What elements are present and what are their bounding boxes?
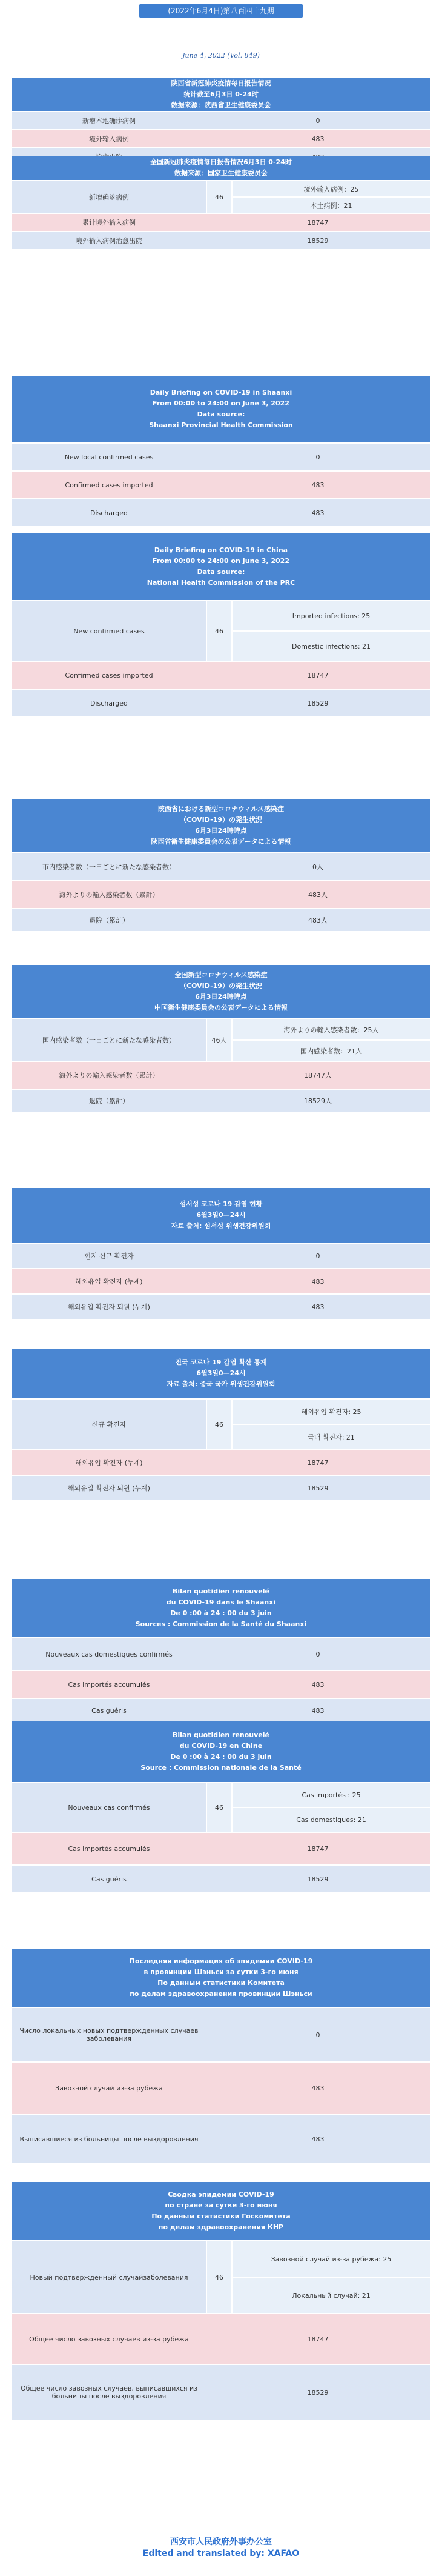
ko-national-new-cases-row <box>12 1398 430 1449</box>
ko-national-row <box>12 1449 430 1475</box>
en-province-row-label: Discharged <box>90 509 128 517</box>
zh-province-table <box>12 78 430 165</box>
ja-national-breakdown-item: 海外よりの輸入感染者数：25人 <box>233 1019 430 1039</box>
ko-province-title-line: 6월3일0—24시 <box>196 1211 246 1219</box>
ja-national-new-cases-row <box>12 1018 430 1061</box>
ja-national-row-label: 退院（累計） <box>89 1097 129 1105</box>
en-national-title-line: Daily Briefing on COVID-19 in China <box>154 546 288 554</box>
ru-province-row <box>12 2007 430 2061</box>
fr-province-row-value: 483 <box>311 1706 325 1715</box>
en-province-table <box>12 376 430 526</box>
ko-province-row <box>12 1293 430 1319</box>
ko-national-row-value: 18529 <box>307 1484 329 1492</box>
zh-national-title-line: 全国新冠肺炎疫情每日报告情况6月3日 0-24时 <box>150 158 292 166</box>
ko-national-row-label: 해외유입 확진자 퇴원 (누계) <box>68 1484 150 1492</box>
en-national-breakdown-item: Domestic infections: 21 <box>233 630 430 661</box>
ru-province-row <box>12 2114 430 2163</box>
ko-national-title-line: 6월3일0—24시 <box>196 1369 246 1377</box>
zh-national-new-cases-breakdown <box>233 181 430 213</box>
en-province-row-value: 483 <box>311 509 325 517</box>
zh-province-row <box>12 111 430 129</box>
zh-province-title-line: 陕西省新冠肺炎疫情每日报告情况 <box>171 79 271 87</box>
fr-province-row-label: Cas guéris <box>91 1706 127 1715</box>
issue-date: June 4, 2022 (Vol. 849) <box>182 52 260 59</box>
fr-national-new-cases-row <box>12 1782 430 1832</box>
fr-national-row-label: Cas importés accumulés <box>68 1844 150 1853</box>
en-province-title-line: Shaanxi Provincial Health Commission <box>149 421 293 429</box>
zh-national-row-label: 境外输入病例治愈出院 <box>76 237 142 245</box>
ja-national-title-line: 6月3日24時時点 <box>195 993 247 1001</box>
fr-national-breakdown-item: Cas importés : 25 <box>233 1783 430 1807</box>
en-national-row-label: Confirmed cases imported <box>65 671 153 679</box>
ja-province-row <box>12 880 430 908</box>
fr-national-row <box>12 1832 430 1864</box>
ko-national-new-cases-value: 46 <box>206 1400 233 1449</box>
ru-province-row-label: Завозной случай из-за рубежа <box>55 2084 163 2092</box>
fr-national-new-cases-breakdown <box>233 1783 430 1832</box>
en-national-table <box>12 533 430 716</box>
en-province-row-label: New local confirmed cases <box>64 453 154 461</box>
en-national-title-line: National Health Commission of the PRC <box>147 579 295 587</box>
ru-province-header <box>12 1949 430 2007</box>
ru-national-row-value: 18529 <box>307 2388 329 2397</box>
ko-province-row-value: 483 <box>311 1277 325 1286</box>
ru-province-row-value: 483 <box>311 2084 325 2092</box>
ru-national-row-value: 18747 <box>307 2335 329 2343</box>
fr-national-row-value: 18529 <box>307 1875 329 1883</box>
ja-province-title-line: 陝西省衛生健康委員会の公表データによる情報 <box>151 838 291 846</box>
fr-province-row-value: 0 <box>315 1650 320 1658</box>
ko-national-header <box>12 1349 430 1398</box>
en-national-title-line: Data source: <box>197 568 245 576</box>
ru-province-row <box>12 2061 430 2114</box>
ja-province-title-line: （COVID-19）の発生状況 <box>180 816 262 824</box>
fr-province-row <box>12 1698 430 1722</box>
ja-national-header <box>12 965 430 1018</box>
ko-province-row-label: 해외유입 확진자 퇴원 (누계) <box>68 1303 150 1311</box>
en-national-row-label: Discharged <box>90 699 128 707</box>
fr-national-row-label: Cas guéris <box>91 1875 127 1883</box>
en-province-row <box>12 470 430 498</box>
zh-national-row <box>12 231 430 249</box>
ko-province-row <box>12 1268 430 1293</box>
ru-national-row-label: Общее число завозных случаев, выписавшихся из больницы после выздоровления <box>20 2384 198 2400</box>
fr-national-table <box>12 1721 430 1892</box>
ru-national-header <box>12 2182 430 2240</box>
fr-province-row <box>12 1637 430 1670</box>
ja-province-row-value: 483人 <box>308 916 328 924</box>
ru-national-row <box>12 2364 430 2420</box>
ja-province-row-value: 0人 <box>312 863 323 871</box>
ru-province-row-label: Число локальных новых подтвержденных случаев заболевания <box>19 2027 199 2043</box>
zh-province-row <box>12 129 430 147</box>
ru-province-table <box>12 1949 430 2163</box>
zh-national-table <box>12 156 430 249</box>
en-national-row-value: 18747 <box>307 671 329 679</box>
zh-province-header <box>12 78 430 111</box>
zh-national-row-value: 18747 <box>307 218 329 227</box>
fr-national-new-cases-value: 46 <box>206 1783 233 1832</box>
fr-province-title-line: du COVID-19 dans le Shaanxi <box>166 1598 276 1606</box>
ko-province-title-line: 섬서성 코로나 19 감염 현황 <box>179 1200 263 1208</box>
ja-national-new-cases-label: 国内感染者数（一日ごとに新たな感染者数） <box>12 1019 206 1061</box>
fr-national-title-line: du COVID-19 en Chine <box>179 1742 263 1750</box>
en-national-new-cases-value: 46 <box>206 601 233 661</box>
ja-national-row-value: 18529人 <box>304 1097 332 1105</box>
ja-national-title-line: （COVID-19）の発生状況 <box>180 982 262 990</box>
en-province-row <box>12 498 430 526</box>
zh-national-header <box>12 156 430 180</box>
ja-province-title-line: 6月3日24時時点 <box>195 827 247 835</box>
footer-credit: Edited and translated by: XAFAO <box>142 2549 300 2558</box>
ko-national-title-line: 자료 출처: 중국 국가 위생건강위원회 <box>167 1380 275 1388</box>
fr-national-title-line: Source : Commission nationale de la Santé <box>140 1764 302 1772</box>
fr-national-breakdown-item: Cas domestiques: 21 <box>233 1807 430 1832</box>
ru-national-title-line: По данным статистики Госкомитета <box>151 2212 291 2220</box>
ja-national-row-value: 18747人 <box>304 1072 332 1079</box>
ja-national-row <box>12 1089 430 1112</box>
en-province-title-line: From 00:00 to 24:00 on June 3, 2022 <box>153 399 289 407</box>
zh-national-new-cases-label: 新增确诊病例 <box>12 181 206 213</box>
ko-province-row-value: 0 <box>315 1252 320 1260</box>
ru-province-title-line: в провинции Шэньси за сутки 3-го июня <box>143 1968 299 1976</box>
en-national-row-value: 18529 <box>307 699 329 707</box>
zh-province-row-label: 境外输入病例 <box>89 135 129 143</box>
ko-national-new-cases-label: 신규 확진자 <box>12 1400 206 1449</box>
zh-national-row-label: 累计境外输入病例 <box>82 219 136 227</box>
zh-national-new-cases-value: 46 <box>206 181 233 213</box>
ru-province-title-line: По данным статистики Комитета <box>157 1979 285 1987</box>
ru-national-breakdown-item: Локальный случай: 21 <box>233 2277 430 2313</box>
fr-province-table <box>12 1579 430 1722</box>
fr-province-title-line: Bilan quotidien renouvelé <box>172 1587 270 1595</box>
zh-province-title-line: 统计截至6月3日 0-24时 <box>183 90 259 98</box>
ko-province-title-line: 자료 출처: 섬서성 위생건강위원회 <box>171 1222 271 1230</box>
en-national-header <box>12 533 430 600</box>
zh-national-row-value: 18529 <box>307 236 329 245</box>
ko-national-row <box>12 1475 430 1500</box>
fr-province-row-label: Nouveaux cas domestiques confirmés <box>45 1650 173 1658</box>
ko-province-table <box>12 1188 430 1319</box>
fr-national-row <box>12 1864 430 1892</box>
ja-province-row-label: 市内感染者数（一日ごとに新たな感染者数） <box>42 863 176 871</box>
ko-province-header <box>12 1188 430 1243</box>
fr-province-header <box>12 1579 430 1637</box>
en-province-title-line: Data source: <box>197 410 245 418</box>
ru-national-title-line: по стране за сутки 3-го июня <box>165 2201 277 2209</box>
zh-national-breakdown-item: 境外输入病例：25 <box>233 181 430 196</box>
ko-national-table <box>12 1349 430 1500</box>
en-province-row-value: 483 <box>311 481 325 489</box>
ja-province-row-label: 退院（累計） <box>89 916 129 924</box>
en-national-row <box>12 689 430 716</box>
ru-province-title-line: Последняя информация об эпидемии COVID-19 <box>129 1957 313 1965</box>
fr-national-header <box>12 1721 430 1782</box>
ru-province-row-label: Выписавшиеся из больницы после выздоровления <box>19 2135 199 2143</box>
ru-province-row-value: 483 <box>311 2135 325 2143</box>
footer-org: 西安市人民政府外事办公室 <box>170 2537 272 2547</box>
ru-national-new-cases-row <box>12 2240 430 2313</box>
ko-province-row <box>12 1243 430 1268</box>
fr-province-title-line: De 0 :00 à 24 : 00 du 3 juin <box>170 1609 272 1617</box>
ko-province-row-label: 현지 신규 확진자 <box>84 1252 134 1260</box>
ko-province-row-label: 해외유입 확진자 (누계) <box>75 1278 143 1286</box>
ru-national-new-cases-breakdown <box>233 2241 430 2313</box>
fr-national-title-line: De 0 :00 à 24 : 00 du 3 juin <box>170 1753 272 1761</box>
ja-national-new-cases-value: 46人 <box>206 1019 233 1061</box>
ja-province-header <box>12 799 430 852</box>
en-national-row <box>12 661 430 689</box>
zh-province-title-line: 数据来源：陕西省卫生健康委员会 <box>171 101 271 109</box>
en-national-breakdown-item: Imported infections: 25 <box>233 601 430 630</box>
ko-national-row-label: 해외유입 확진자 (누계) <box>75 1459 143 1467</box>
ko-national-new-cases-breakdown <box>233 1400 430 1449</box>
ja-province-row-label: 海外よりの輸入感染者数（累計） <box>59 891 159 899</box>
fr-province-row-label: Cas importés accumulés <box>68 1680 150 1689</box>
ja-national-title-line: 全国新型コロナウィルス感染症 <box>174 971 268 979</box>
en-national-new-cases-label: New confirmed cases <box>12 601 206 661</box>
ru-province-row-value: 0 <box>315 2030 320 2039</box>
en-province-row-value: 0 <box>315 453 320 461</box>
ru-national-row-label: Общее число завозных случаев из-за рубежа <box>29 2335 189 2343</box>
fr-province-title-line: Sources : Commission de la Santé du Shaanxi <box>135 1620 307 1628</box>
zh-national-breakdown-item: 本土病例：21 <box>233 196 430 213</box>
en-province-header <box>12 376 430 442</box>
ru-national-title-line: Сводка эпидемии COVID-19 <box>168 2191 274 2198</box>
ru-national-new-cases-label: Новый подтвержденный случайзаболевания <box>12 2241 206 2313</box>
ja-national-row <box>12 1061 430 1089</box>
ko-province-row-value: 483 <box>311 1303 325 1311</box>
en-province-row-label: Confirmed cases imported <box>65 481 153 489</box>
ja-province-row <box>12 908 430 931</box>
ru-national-row <box>12 2313 430 2364</box>
fr-national-row-value: 18747 <box>307 1844 329 1853</box>
en-national-title-line: From 00:00 to 24:00 on June 3, 2022 <box>153 557 289 565</box>
ja-national-breakdown-item: 国内感染者数：21人 <box>233 1039 430 1061</box>
ru-national-title-line: по делам здравоохранения КНР <box>158 2223 284 2231</box>
ja-national-table <box>12 965 430 1112</box>
ko-national-breakdown-item: 해외유입 확진자: 25 <box>233 1400 430 1424</box>
en-province-title-line: Daily Briefing on COVID-19 in Shaanxi <box>150 389 292 396</box>
ko-national-title-line: 전국 코로나 19 감염 확산 통계 <box>175 1358 267 1366</box>
zh-province-row-label: 新增本地确诊病例 <box>82 117 136 125</box>
ja-national-new-cases-breakdown <box>233 1019 430 1061</box>
ja-national-row-label: 海外よりの輸入感染者数（累計） <box>59 1072 159 1079</box>
en-province-row <box>12 442 430 470</box>
zh-province-row-value: 483 <box>311 135 325 143</box>
fr-national-new-cases-label: Nouveaux cas confirmés <box>12 1783 206 1832</box>
zh-province-row-value: 0 <box>315 116 320 125</box>
en-national-new-cases-row <box>12 600 430 661</box>
ja-province-table <box>12 799 430 931</box>
fr-province-row-value: 483 <box>311 1680 325 1689</box>
ja-province-row-value: 483人 <box>308 891 328 899</box>
zh-national-title-line: 数据来源：国家卫生健康委员会 <box>174 169 268 177</box>
ru-national-breakdown-item: Завозной случай из-за рубежа: 25 <box>233 2241 430 2277</box>
fr-province-row <box>12 1670 430 1698</box>
issue-banner: (2022年6月4日)第八百四十九期 <box>139 4 303 18</box>
ru-province-title-line: по делам здравоохранения провинции Шэньси <box>130 1990 312 1998</box>
ja-province-row <box>12 852 430 880</box>
ru-national-new-cases-value: 46 <box>206 2241 233 2313</box>
en-national-new-cases-breakdown <box>233 601 430 661</box>
fr-national-title-line: Bilan quotidien renouvelé <box>172 1731 270 1739</box>
ko-national-row-value: 18747 <box>307 1458 329 1467</box>
zh-national-new-cases-row <box>12 180 430 213</box>
ja-province-title-line: 陝西省における新型コロナウィルス感染症 <box>157 805 284 813</box>
ko-national-breakdown-item: 국내 확진자: 21 <box>233 1424 430 1449</box>
ru-national-table <box>12 2182 430 2420</box>
zh-national-row <box>12 213 430 231</box>
ja-national-title-line: 中国衛生健康委員会の公表データによる情報 <box>154 1004 288 1012</box>
